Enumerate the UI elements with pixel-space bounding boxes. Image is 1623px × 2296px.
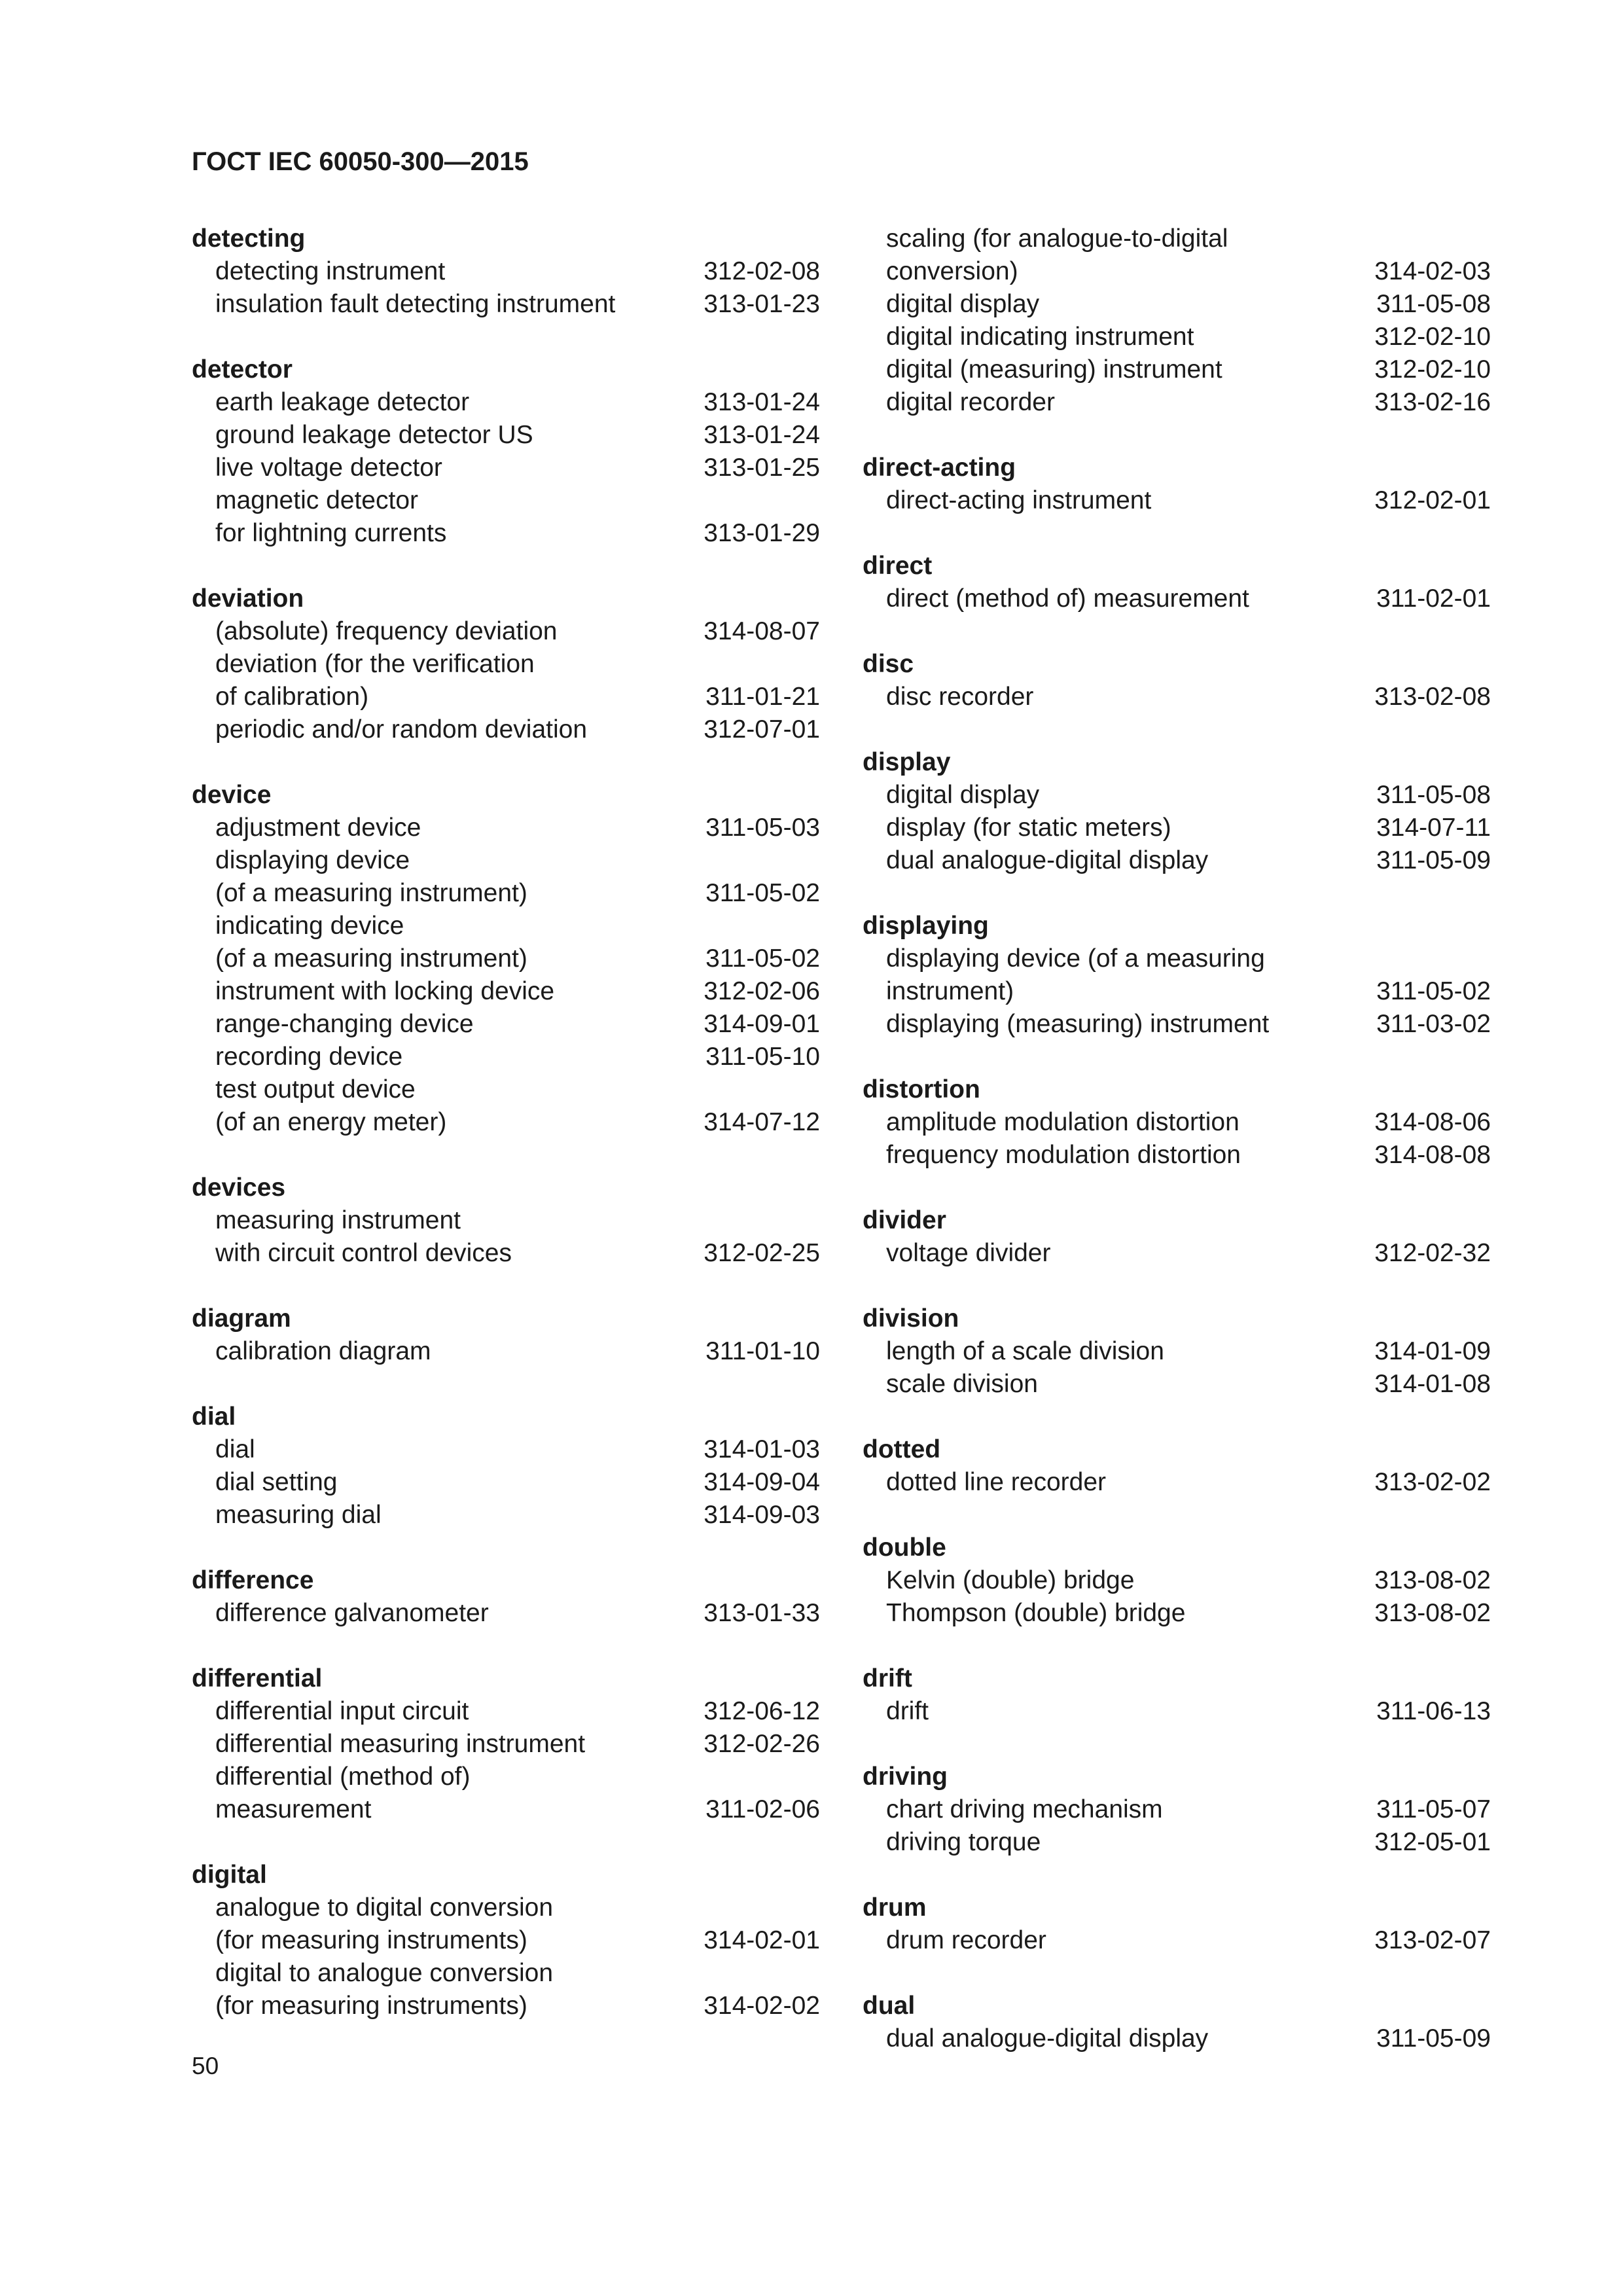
index-entry xyxy=(192,255,820,288)
index-entry-term: displaying device xyxy=(215,846,410,874)
index-entry-term: voltage divider xyxy=(886,1239,1051,1267)
index-entry-code: 313-01-24 xyxy=(704,388,820,416)
index-entry-term: measuring dial xyxy=(215,1501,382,1529)
index-entry-term: amplitude modulation distortion xyxy=(886,1108,1240,1136)
index-keyword: display xyxy=(863,748,951,776)
index-entry-code: 313-01-23 xyxy=(704,290,820,318)
index-entry xyxy=(863,1335,1491,1368)
index-entry xyxy=(863,1139,1491,1172)
index-entry-term: digital to analogue conversion xyxy=(215,1959,554,1987)
index-keyword: drum xyxy=(863,1893,927,1922)
index-entry xyxy=(192,517,820,550)
index-entry-term: dial setting xyxy=(215,1468,338,1496)
index-keyword: dual xyxy=(863,1992,916,2020)
index-entry-term: instrument) xyxy=(886,977,1014,1005)
index-entry xyxy=(863,975,1491,1008)
index-entry xyxy=(192,648,820,681)
index-keyword: divider xyxy=(863,1206,946,1234)
index-keyword: disc xyxy=(863,650,914,678)
index-entry-code: 313-02-16 xyxy=(1374,388,1491,416)
index-group xyxy=(863,550,1491,615)
index-keyword: detecting xyxy=(192,224,306,253)
index-entry xyxy=(192,1204,820,1237)
index-entry-term: chart driving mechanism xyxy=(886,1795,1163,1823)
index-entry-code: 311-05-09 xyxy=(1376,846,1491,874)
index-entry xyxy=(863,1597,1491,1630)
index-entry xyxy=(863,223,1491,255)
index-keyword: double xyxy=(863,1534,946,1562)
index-entry-term: adjustment device xyxy=(215,814,421,842)
index-entry-code: 311-05-02 xyxy=(705,944,820,973)
index-entry-term: differential measuring instrument xyxy=(215,1730,586,1758)
index-entry xyxy=(192,1761,820,1793)
index-group xyxy=(192,353,820,550)
index-entry-code: 311-05-08 xyxy=(1376,781,1491,809)
index-group xyxy=(192,1564,820,1630)
index-entry xyxy=(192,1041,820,1073)
index-entry-term: calibration diagram xyxy=(215,1337,431,1365)
index-entry xyxy=(192,877,820,910)
index-entry xyxy=(192,1237,820,1270)
index-group xyxy=(863,1662,1491,1728)
index-entry-term: direct (method of) measurement xyxy=(886,584,1249,613)
index-entry-term: dual analogue-digital display xyxy=(886,2024,1209,2053)
index-entry-code: 314-01-08 xyxy=(1374,1370,1491,1398)
index-entry-code: 312-05-01 xyxy=(1374,1828,1491,1856)
index-entry-code: 314-07-12 xyxy=(704,1108,820,1136)
index-entry xyxy=(192,812,820,844)
index-entry-code: 313-08-02 xyxy=(1374,1599,1491,1627)
index-entry xyxy=(863,484,1491,517)
index-group xyxy=(192,1859,820,2022)
index-entry-term: differential input circuit xyxy=(215,1697,469,1725)
index-entry-term: digital recorder xyxy=(886,388,1055,416)
index-entry xyxy=(863,1695,1491,1728)
index-entry-code: 314-09-01 xyxy=(704,1010,820,1038)
index-entry-term: difference galvanometer xyxy=(215,1599,489,1627)
index-entry-term: direct-acting instrument xyxy=(886,486,1152,514)
index-entry-term: (for measuring instruments) xyxy=(215,1926,527,1954)
index-entry xyxy=(192,1499,820,1532)
index-entry-term: scale division xyxy=(886,1370,1038,1398)
index-entry-term: detecting instrument xyxy=(215,257,446,285)
index-entry xyxy=(192,1793,820,1826)
index-entry-code: 311-01-10 xyxy=(705,1337,820,1365)
index-entry-term: digital indicating instrument xyxy=(886,323,1194,351)
index-keyword: devices xyxy=(192,1174,286,1202)
index-entry-term: length of a scale division xyxy=(886,1337,1164,1365)
index-entry-code: 312-02-10 xyxy=(1374,355,1491,384)
index-entry-code: 311-01-21 xyxy=(705,683,820,711)
index-entry xyxy=(192,975,820,1008)
index-entry xyxy=(863,1106,1491,1139)
index-entry-term: measuring instrument xyxy=(215,1206,461,1234)
index-entry-term: dual analogue-digital display xyxy=(886,846,1209,874)
index-entry xyxy=(863,1826,1491,1859)
index-entry-code: 314-08-06 xyxy=(1374,1108,1491,1136)
index-entry-code: 313-01-25 xyxy=(704,454,820,482)
index-group xyxy=(192,1662,820,1826)
index-entry xyxy=(863,321,1491,353)
index-entry xyxy=(863,1008,1491,1041)
index-entry-code: 311-03-02 xyxy=(1376,1010,1491,1038)
index-entry-term: differential (method of) xyxy=(215,1763,471,1791)
index-entry-code: 311-05-02 xyxy=(705,879,820,907)
index-keyword: driving xyxy=(863,1763,948,1791)
index-entry-term: digital display xyxy=(886,290,1040,318)
index-entry xyxy=(192,1892,820,1924)
index-entry-code: 312-07-01 xyxy=(704,715,820,744)
index-entry-code: 311-05-02 xyxy=(1376,977,1491,1005)
index-group xyxy=(192,583,820,746)
index-entry-term: (for measuring instruments) xyxy=(215,1992,527,2020)
index-keyword: deviation xyxy=(192,584,304,613)
index-entry-term: measurement xyxy=(215,1795,372,1823)
index-entry-code: 311-02-06 xyxy=(705,1795,820,1823)
index-entry-code: 313-01-29 xyxy=(704,519,820,547)
index-entry-term: magnetic detector xyxy=(215,486,419,514)
index-entry xyxy=(192,713,820,746)
index-entry-code: 314-08-07 xyxy=(704,617,820,645)
index-entry-term: scaling (for analogue-to-digital xyxy=(886,224,1228,253)
index-group xyxy=(863,1073,1491,1172)
index-keyword: diagram xyxy=(192,1304,291,1333)
index-entry-code: 313-02-07 xyxy=(1374,1926,1491,1954)
index-entry-term: analogue to digital conversion xyxy=(215,1893,554,1922)
index-entry xyxy=(192,1597,820,1630)
index-group xyxy=(863,910,1491,1041)
index-entry-code: 311-02-01 xyxy=(1376,584,1491,613)
index-group xyxy=(192,1302,820,1368)
index-entry xyxy=(192,681,820,713)
index-entry-term: dotted line recorder xyxy=(886,1468,1107,1496)
index-entry-term: Thompson (double) bridge xyxy=(886,1599,1186,1627)
index-entry xyxy=(192,1466,820,1499)
index-entry-code: 312-02-08 xyxy=(704,257,820,285)
index-entry-term: (absolute) frequency deviation xyxy=(215,617,558,645)
index-entry-term: for lightning currents xyxy=(215,519,447,547)
index-entry-code: 314-09-03 xyxy=(704,1501,820,1529)
index-entry-code: 311-05-07 xyxy=(1376,1795,1491,1823)
index-entry xyxy=(863,288,1491,321)
index-group xyxy=(863,1302,1491,1401)
index-entry-term: frequency modulation distortion xyxy=(886,1141,1241,1169)
document-header: ГОСТ IEC 60050-300—2015 xyxy=(192,147,529,176)
index-entry xyxy=(863,1564,1491,1597)
index-keyword: distortion xyxy=(863,1075,980,1103)
index-column-right xyxy=(863,223,1491,2088)
index-entry-term: insulation fault detecting instrument xyxy=(215,290,616,318)
index-entry-code: 313-02-02 xyxy=(1374,1468,1491,1496)
index-entry-term: with circuit control devices xyxy=(215,1239,512,1267)
index-group xyxy=(192,1172,820,1270)
index-entry-code: 314-08-08 xyxy=(1374,1141,1491,1169)
index-group xyxy=(863,1761,1491,1859)
index-entry xyxy=(192,1957,820,1990)
index-entry-term: of calibration) xyxy=(215,683,369,711)
index-entry-term: displaying device (of a measuring xyxy=(886,944,1265,973)
index-keyword: displaying xyxy=(863,912,989,940)
index-entry xyxy=(863,1924,1491,1957)
index-entry xyxy=(863,1237,1491,1270)
index-entry xyxy=(192,942,820,975)
index-entry xyxy=(863,1793,1491,1826)
index-entry xyxy=(863,353,1491,386)
index-keyword: dial xyxy=(192,1403,236,1431)
index-entry-code: 314-01-03 xyxy=(704,1435,820,1463)
index-keyword: difference xyxy=(192,1566,314,1594)
index-entry-code: 314-07-11 xyxy=(1376,814,1491,842)
index-entry xyxy=(863,779,1491,812)
index-entry-code: 314-01-09 xyxy=(1374,1337,1491,1365)
index-entry-term: instrument with locking device xyxy=(215,977,555,1005)
index-entry-term: (of a measuring instrument) xyxy=(215,944,527,973)
index-entry-term: digital (measuring) instrument xyxy=(886,355,1222,384)
index-entry-code: 311-05-10 xyxy=(705,1043,820,1071)
index-entry-term: drum recorder xyxy=(886,1926,1046,1954)
index-keyword: drift xyxy=(863,1664,912,1693)
index-group xyxy=(863,1433,1491,1499)
index-group xyxy=(863,648,1491,713)
index-group xyxy=(863,746,1491,877)
index-entry-code: 312-02-10 xyxy=(1374,323,1491,351)
index-entry-code: 312-02-01 xyxy=(1374,486,1491,514)
index-entry xyxy=(863,583,1491,615)
index-entry xyxy=(863,942,1491,975)
index-entry-term: driving torque xyxy=(886,1828,1041,1856)
index-keyword: differential xyxy=(192,1664,323,1693)
index-entry-code: 313-02-08 xyxy=(1374,683,1491,711)
index-entry xyxy=(192,484,820,517)
index-keyword: direct-acting xyxy=(863,454,1016,482)
index-entry-code: 314-09-04 xyxy=(704,1468,820,1496)
index-entry xyxy=(192,910,820,942)
index-entry-code: 314-02-01 xyxy=(704,1926,820,1954)
index-group xyxy=(192,223,820,321)
index-entry-code: 311-05-09 xyxy=(1376,2024,1491,2053)
index-group xyxy=(863,223,1491,419)
index-entry-code: 311-05-03 xyxy=(705,814,820,842)
index-entry-term: ground leakage detector US xyxy=(215,421,533,449)
index-group xyxy=(863,1532,1491,1630)
index-entry-code: 312-02-06 xyxy=(704,977,820,1005)
index-entry xyxy=(192,1728,820,1761)
index-entry xyxy=(863,2022,1491,2055)
index-entry xyxy=(192,1695,820,1728)
index-keyword: division xyxy=(863,1304,959,1333)
index-entry xyxy=(192,1106,820,1139)
index-group xyxy=(192,1401,820,1532)
index-entry xyxy=(192,288,820,321)
index-entry-term: drift xyxy=(886,1697,929,1725)
index-entry xyxy=(192,615,820,648)
index-entry-term: recording device xyxy=(215,1043,403,1071)
index-column-left xyxy=(192,223,820,2055)
index-entry-code: 312-02-25 xyxy=(704,1239,820,1267)
index-entry xyxy=(192,419,820,452)
index-entry-term: (of an energy meter) xyxy=(215,1108,447,1136)
index-entry-term: deviation (for the verification xyxy=(215,650,535,678)
index-group xyxy=(863,1990,1491,2055)
index-entry-term: displaying (measuring) instrument xyxy=(886,1010,1270,1038)
index-entry xyxy=(192,386,820,419)
index-keyword: dotted xyxy=(863,1435,941,1463)
index-entry-term: disc recorder xyxy=(886,683,1034,711)
index-entry-code: 311-05-08 xyxy=(1376,290,1491,318)
index-entry-term: digital display xyxy=(886,781,1040,809)
index-entry-code: 313-01-33 xyxy=(704,1599,820,1627)
index-entry-term: earth leakage detector xyxy=(215,388,470,416)
index-keyword: digital xyxy=(192,1861,267,1889)
index-group xyxy=(192,779,820,1139)
index-entry-term: live voltage detector xyxy=(215,454,442,482)
index-group xyxy=(863,1204,1491,1270)
index-keyword: direct xyxy=(863,552,933,580)
index-entry xyxy=(863,812,1491,844)
index-entry xyxy=(863,255,1491,288)
index-entry xyxy=(863,681,1491,713)
index-entry-term: Kelvin (double) bridge xyxy=(886,1566,1135,1594)
index-entry-term: display (for static meters) xyxy=(886,814,1171,842)
index-entry xyxy=(192,1073,820,1106)
index-entry-code: 314-02-02 xyxy=(704,1992,820,2020)
index-entry-term: test output device xyxy=(215,1075,416,1103)
index-entry-code: 311-06-13 xyxy=(1376,1697,1491,1725)
index-entry xyxy=(863,386,1491,419)
index-entry-code: 313-01-24 xyxy=(704,421,820,449)
index-keyword: device xyxy=(192,781,272,809)
index-entry-term: periodic and/or random deviation xyxy=(215,715,588,744)
index-entry xyxy=(192,1924,820,1957)
index-entry-term: range-changing device xyxy=(215,1010,474,1038)
index-entry-code: 314-02-03 xyxy=(1374,257,1491,285)
index-entry xyxy=(192,452,820,484)
index-entry xyxy=(863,1466,1491,1499)
index-entry xyxy=(192,1990,820,2022)
index-entry xyxy=(192,1433,820,1466)
index-keyword: detector xyxy=(192,355,293,384)
index-group xyxy=(863,1892,1491,1957)
index-entry xyxy=(192,1008,820,1041)
index-entry-code: 312-02-32 xyxy=(1374,1239,1491,1267)
index-group xyxy=(863,452,1491,517)
index-entry xyxy=(863,844,1491,877)
index-entry xyxy=(863,1368,1491,1401)
index-entry-term: indicating device xyxy=(215,912,404,940)
index-entry-code: 312-06-12 xyxy=(704,1697,820,1725)
page-number: 50 xyxy=(192,2053,219,2079)
index-entry-code: 312-02-26 xyxy=(704,1730,820,1758)
index-entry xyxy=(192,1335,820,1368)
index-entry-term: dial xyxy=(215,1435,255,1463)
index-entry-term: conversion) xyxy=(886,257,1018,285)
index-entry-term: (of a measuring instrument) xyxy=(215,879,527,907)
index-entry-code: 313-08-02 xyxy=(1374,1566,1491,1594)
index-entry xyxy=(192,844,820,877)
